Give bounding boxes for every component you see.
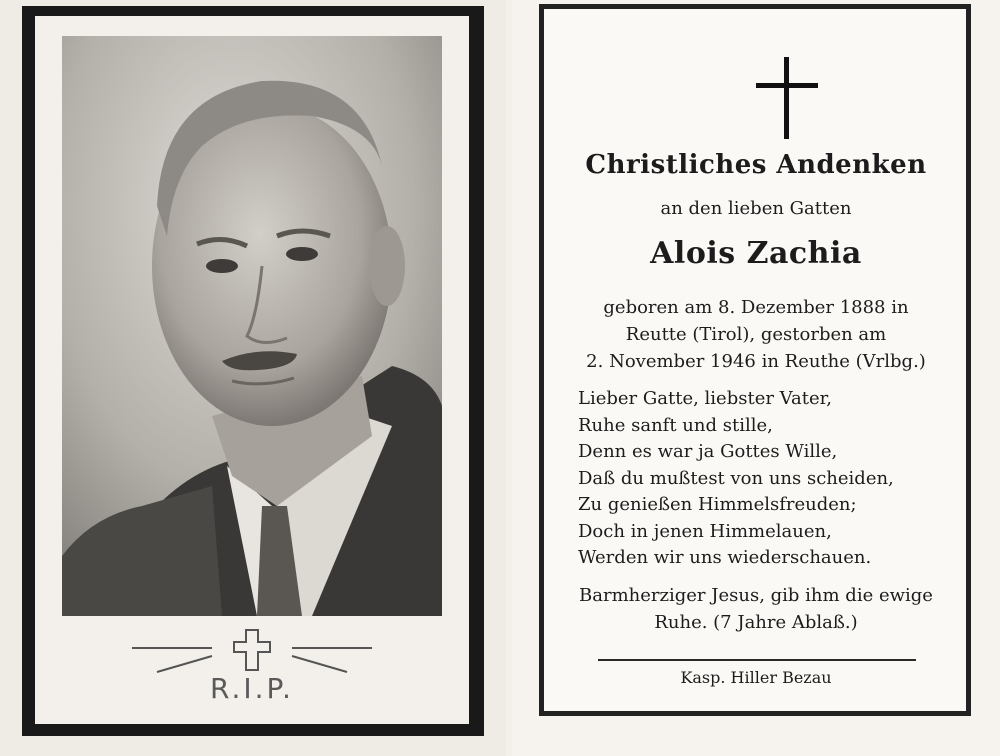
poem-line: Werden wir uns wiederschauen.	[578, 547, 872, 568]
rip-text: R.I.P.	[210, 672, 294, 705]
bio-line: Reutte (Tirol), gestorben am	[625, 324, 887, 345]
portrait-photo	[62, 36, 442, 616]
prayer-line: Ruhe. (7 Jahre Ablaß.)	[654, 612, 858, 633]
poem-line: Daß du mußtest von uns scheiden,	[578, 467, 894, 489]
poem-line: Denn es war ja Gottes Wille,	[578, 441, 838, 462]
card-title: Christliches Andenken	[585, 150, 927, 180]
rip-emblem	[62, 620, 442, 720]
poem-line: Lieber Gatte, liebster Vater,	[578, 388, 832, 409]
cross-icon	[756, 57, 818, 139]
deceased-name: Alois Zachia	[650, 236, 862, 271]
prayer	[540, 582, 972, 636]
memorial-card-back	[512, 0, 1000, 756]
biography	[540, 294, 972, 375]
printer-credit: Kasp. Hiller Bezau	[680, 668, 832, 687]
poem-line: Zu genießen Himmelsfreuden;	[578, 494, 857, 515]
bio-line: 2. November 1946 in Reuthe (Vrlbg.)	[586, 351, 926, 372]
poem-line: Doch in jenen Himmelauen,	[578, 520, 832, 542]
cross-icon	[232, 628, 272, 672]
card-subtitle: an den lieben Gatten	[660, 198, 852, 219]
poem-line: Ruhe sanft und stille,	[578, 414, 773, 436]
divider	[598, 659, 916, 661]
prayer-line: Barmherziger Jesus, gib ihm die ewige	[579, 585, 933, 606]
memorial-poem	[578, 386, 958, 572]
bio-line: geboren am 8. Dezember 1888 in	[603, 297, 909, 318]
